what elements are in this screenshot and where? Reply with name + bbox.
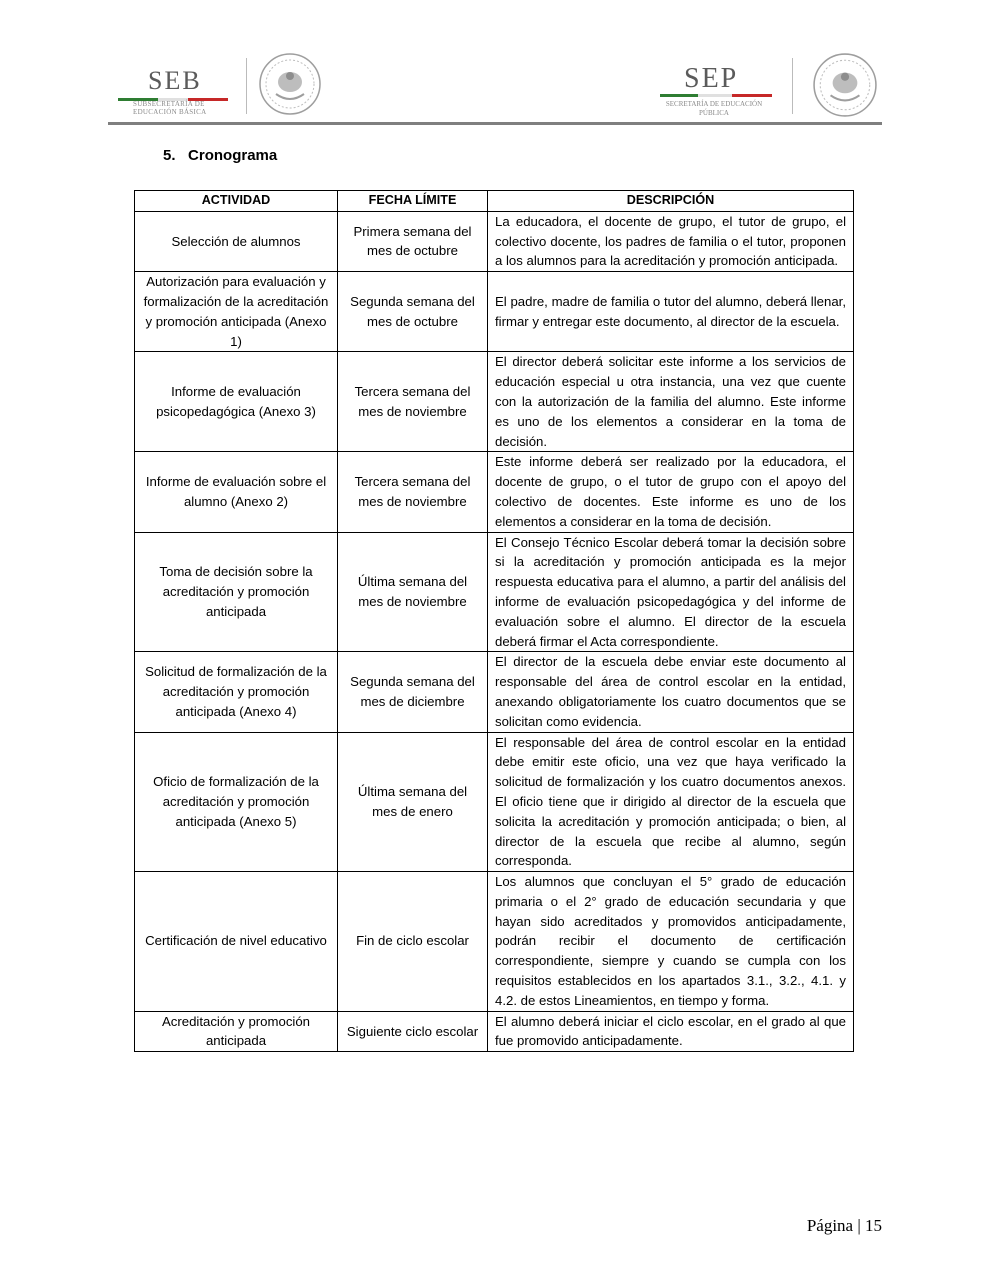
logo-divider: [792, 58, 793, 114]
header-rule: [108, 122, 882, 125]
cell-actividad: Certificación de nivel educativo: [135, 872, 338, 1012]
table-row: [135, 1011, 854, 1052]
table-row: [135, 272, 854, 352]
cell-fecha: Última semana del mes de noviembre: [338, 532, 488, 652]
page-number: Página | 15: [806, 1216, 882, 1235]
cell-descripcion: La educadora, el docente de grupo, el tutor de grupo, el colectivo docente, los padres de familia o el tutor, proponen a los alumnos para la acreditación y promoción anticipada.: [488, 211, 854, 271]
table-row: [135, 352, 854, 452]
cell-descripcion: El responsable del área de control escolar en la entidad debe emitir este oficio, una vez que haya verificado la solicitud de formalización y los cuatro documentos anexos. El oficio tiene que ir dirigido al director de la escuela que solicita la acreditación y promoción anticipada; o bien, al director de la escuela que recibe al alumno, según corresponda.: [488, 732, 854, 872]
cell-fecha: Fin de ciclo escolar: [338, 872, 488, 1012]
cell-descripcion: Los alumnos que concluyan el 5° grado de educación primaria o el 2° grado de educación secundaria y que hayan sido acreditados y promovidos anticipadamente, podrán recibir el documento de certificación correspondiente, siempre y cuando se cumpla con los requisitos establecidos en los apartados 3.1., 3.2., 4.1. y 4.2. de estos Lineamientos, en tiempo y forma.: [488, 872, 854, 1012]
cell-actividad: Informe de evaluación psicopedagógica (Anexo 3): [135, 352, 338, 452]
cell-actividad: Autorización para evaluación y formalización de la acreditación y promoción anticipada (Anexo 1): [135, 272, 338, 352]
table-row: [135, 732, 854, 872]
cell-fecha: Última semana del mes de enero: [338, 732, 488, 872]
cell-actividad: Toma de decisión sobre la acreditación y promoción anticipada: [135, 532, 338, 652]
cell-fecha: Tercera semana del mes de noviembre: [338, 452, 488, 532]
cell-actividad: Informe de evaluación sobre el alumno (Anexo 2): [135, 452, 338, 532]
cell-fecha: Siguiente ciclo escolar: [338, 1011, 488, 1052]
column-header-actividad: ACTIVIDAD: [135, 191, 338, 212]
table-row: [135, 652, 854, 732]
table-row: [135, 872, 854, 1012]
sep-logo-subtitle: SECRETARÍA DE EDUCACIÓN PÚBLICA: [665, 100, 763, 117]
cell-descripcion: Este informe deberá ser realizado por la educadora, el docente de grupo, o el tutor de grupo con el apoyo del colectivo de docentes. Este informe es uno de los elementos a considerar en la toma de decisión.: [488, 452, 854, 532]
sep-logo: [642, 48, 882, 120]
cell-actividad: Solicitud de formalización de la acreditación y promoción anticipada (Anexo 4): [135, 652, 338, 732]
section-number: 5.: [163, 147, 176, 164]
logo-stripe-green: [660, 94, 698, 97]
seb-logo-subtitle: SUBSECRETARÍA DE EDUCACIÓN BÁSICA: [133, 100, 207, 116]
logo-divider: [246, 58, 247, 114]
table-header-row: [135, 191, 854, 212]
column-header-descripcion: DESCRIPCIÓN: [488, 191, 854, 212]
cell-descripcion: El alumno deberá iniciar el ciclo escolar, en el grado al que fue promovido anticipadamente.: [488, 1011, 854, 1052]
cell-actividad: Selección de alumnos: [135, 211, 338, 271]
cronograma-table: [134, 190, 854, 1052]
cell-actividad: Acreditación y promoción anticipada: [135, 1011, 338, 1052]
logo-stripe-white: [698, 94, 732, 97]
cell-fecha: Segunda semana del mes de octubre: [338, 272, 488, 352]
column-header-fecha: FECHA LÍMITE: [338, 191, 488, 212]
cell-descripcion: El director de la escuela debe enviar este documento al responsable del área de control escolar en la entidad, anexando obligatoriamente los cuatro documentos que se solicitan como evidencia.: [488, 652, 854, 732]
cell-actividad: Oficio de formalización de la acreditación y promoción anticipada (Anexo 5): [135, 732, 338, 872]
section-title: Cronograma: [188, 147, 278, 164]
cell-fecha: Segunda semana del mes de diciembre: [338, 652, 488, 732]
page-header: [108, 48, 882, 128]
section-heading: [163, 147, 277, 164]
coat-of-arms-seal-icon: [258, 52, 322, 116]
sep-logo-abbr: SEP: [684, 63, 739, 94]
table-row: [135, 532, 854, 652]
cell-fecha: Primera semana del mes de octubre: [338, 211, 488, 271]
coat-of-arms-seal-icon: [812, 52, 878, 118]
logo-stripe-red: [732, 94, 772, 97]
cell-descripcion: El padre, madre de familia o tutor del alumno, deberá llenar, firmar y entregar este documento, al director de la escuela.: [488, 272, 854, 352]
table-row: [135, 452, 854, 532]
seb-logo: [108, 48, 328, 120]
cell-descripcion: El director deberá solicitar este informe a los servicios de educación especial u otra instancia, una vez que cuente con la autorización de la familia del alumno. Este informe es uno de los elementos a considerar en la toma de decisión.: [488, 352, 854, 452]
cell-descripcion: El Consejo Técnico Escolar deberá tomar la decisión sobre si la acreditación y promoción anticipada es la mejor respuesta educativa para el alumno, a partir del análisis del informe de evaluación psicopedagógica y del informe de evaluación sobre el alumno. El director de la escuela deberá firmar el Acta correspondiente.: [488, 532, 854, 652]
cell-fecha: Tercera semana del mes de noviembre: [338, 352, 488, 452]
table-row: [135, 211, 854, 271]
seb-logo-abbr: SEB: [148, 66, 202, 95]
